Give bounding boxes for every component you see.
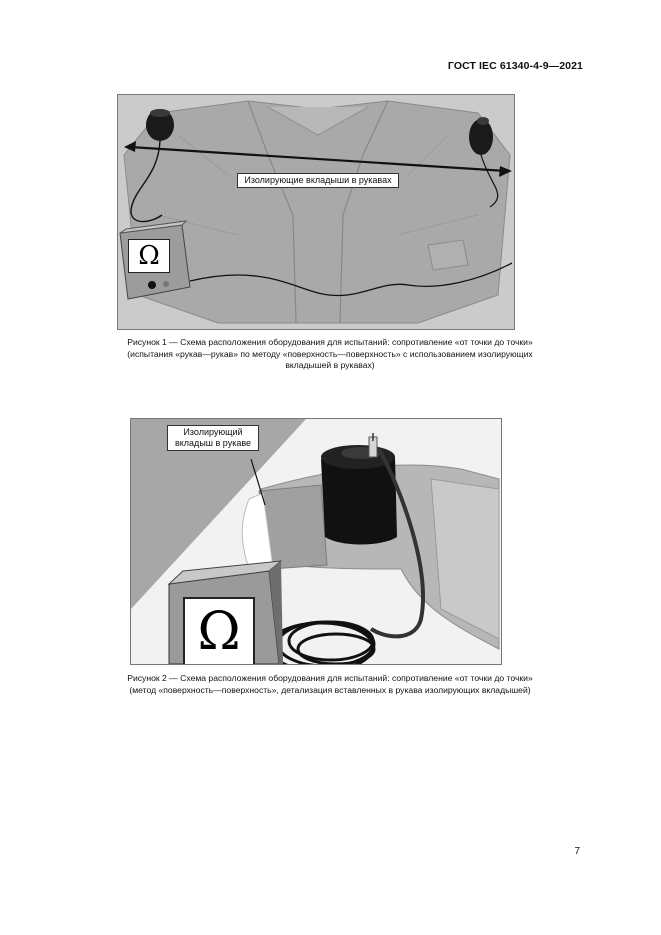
figure-1-callout: Изолирующие вкладыши в рукавах (237, 173, 399, 188)
omega-symbol: Ω (128, 239, 170, 273)
caption-line: Рисунок 1 — Схема расположения оборудования для испытаний: сопротивление «от точки до точки» (127, 337, 533, 347)
left-electrode (146, 109, 174, 141)
page-number: 7 (574, 846, 580, 857)
figure-1-photo (117, 94, 515, 330)
caption-line: (метод «поверхность—поверхность», детализация вставленных в рукава изолирующих вкладышей) (129, 684, 531, 695)
electrode (321, 433, 397, 545)
figure-2-caption (70, 673, 590, 696)
document-id: ГОСТ IEC 61340-4-9—2021 (447, 60, 583, 72)
caption-line: (испытания «рукав—рукав» по методу «поверхность—поверхность» с использованием изолирующих (127, 348, 533, 359)
figure-2-callout: Изолирующий вкладыш в рукаве (167, 425, 259, 451)
figure-1-illustration (118, 95, 514, 329)
figure-1-caption (70, 337, 590, 372)
caption-line: вкладышей в рукавах) (285, 360, 375, 370)
omega-symbol: Ω (183, 597, 255, 665)
figure-2-photo (130, 418, 502, 665)
caption-line: Рисунок 2 — Схема расположения оборудования для испытаний: сопротивление «от точки до точки» (127, 673, 533, 683)
